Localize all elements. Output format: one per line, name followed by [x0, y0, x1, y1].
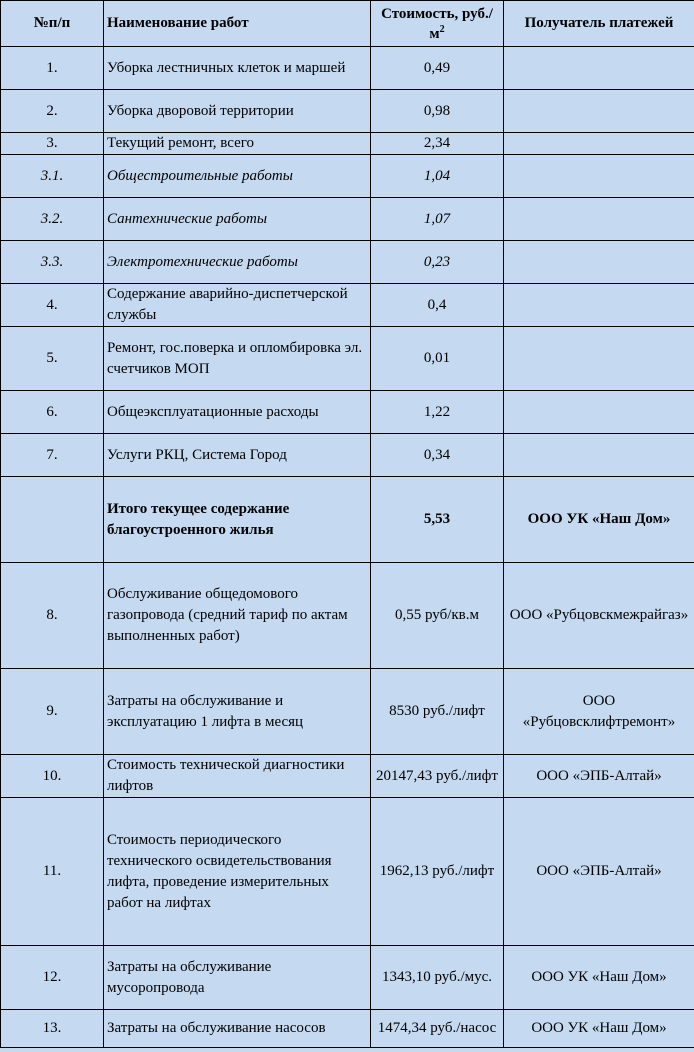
row-cost: 2,34 [371, 133, 504, 155]
row-num: 3.2. [1, 198, 104, 241]
row-cost: 20147,43 руб./лифт [371, 755, 504, 798]
row-name: Затраты на обслуживание и эксплуатацию 1 лифта в месяц [104, 669, 371, 755]
table-row [1, 798, 694, 946]
row-recipient: ООО «Рубцовсклифтремонт» [504, 669, 694, 755]
row-num: 7. [1, 434, 104, 477]
row-cost: 1962,13 руб./лифт [371, 798, 504, 946]
row-name: Ремонт, гос.поверка и опломбировка эл. счетчиков МОП [104, 327, 371, 391]
table-row [1, 755, 694, 798]
row-recipient: ООО УК «Наш Дом» [504, 477, 694, 563]
row-name: Стоимость технической диагностики лифтов [104, 755, 371, 798]
row-cost: 0,23 [371, 241, 504, 284]
table-row [1, 47, 694, 90]
row-cost: 1,04 [371, 155, 504, 198]
header-num: №п/п [1, 1, 104, 47]
row-name: Услуги РКЦ, Система Город [104, 434, 371, 477]
row-recipient [504, 155, 694, 198]
row-num: 3. [1, 133, 104, 155]
row-recipient [504, 434, 694, 477]
row-name: Уборка лестничных клеток и маршей [104, 47, 371, 90]
row-recipient: ООО «Рубцовскмежрайгаз» [504, 563, 694, 669]
row-num: 2. [1, 90, 104, 133]
header-recipient: Получатель платежей [504, 1, 694, 47]
row-cost: 8530 руб./лифт [371, 669, 504, 755]
row-num [1, 477, 104, 563]
row-num: 13. [1, 1010, 104, 1048]
table-row [1, 327, 694, 391]
header-row [1, 1, 694, 47]
row-cost: 1474,34 руб./насос [371, 1010, 504, 1048]
table-row [1, 90, 694, 133]
header-name: Наименование работ [104, 1, 371, 47]
row-cost: 0,4 [371, 284, 504, 327]
row-name: Затраты на обслуживание насосов [104, 1010, 371, 1048]
table-row [1, 155, 694, 198]
row-cost: 5,53 [371, 477, 504, 563]
row-cost: 0,98 [371, 90, 504, 133]
row-name: Общестроительные работы [104, 155, 371, 198]
row-num: 3.1. [1, 155, 104, 198]
table-row [1, 391, 694, 434]
row-num: 10. [1, 755, 104, 798]
row-cost: 0,01 [371, 327, 504, 391]
row-num: 6. [1, 391, 104, 434]
row-name: Содержание аварийно-диспетчерской службы [104, 284, 371, 327]
row-num: 8. [1, 563, 104, 669]
row-num: 12. [1, 946, 104, 1010]
row-name: Стоимость периодического технического освидетельствования лифта, проведение измерительных работ на лифтах [104, 798, 371, 946]
row-num: 11. [1, 798, 104, 946]
table-row [1, 284, 694, 327]
row-recipient: ООО УК «Наш Дом» [504, 1010, 694, 1048]
row-cost: 1,22 [371, 391, 504, 434]
row-recipient [504, 284, 694, 327]
row-recipient: ООО УК «Наш Дом» [504, 946, 694, 1010]
table-row [1, 241, 694, 284]
table-row [1, 669, 694, 755]
row-recipient [504, 241, 694, 284]
row-num: 4. [1, 284, 104, 327]
table-row [1, 563, 694, 669]
table-row [1, 198, 694, 241]
row-cost: 0,34 [371, 434, 504, 477]
row-num: 1. [1, 47, 104, 90]
table-row [1, 946, 694, 1010]
row-recipient [504, 90, 694, 133]
table-row [1, 133, 694, 155]
row-name: Затраты на обслуживание мусоропровода [104, 946, 371, 1010]
row-name: Общеэксплуатационные расходы [104, 391, 371, 434]
row-cost: 0,49 [371, 47, 504, 90]
row-recipient: ООО «ЭПБ-Алтай» [504, 798, 694, 946]
row-num: 3.3. [1, 241, 104, 284]
row-cost: 1343,10 руб./мус. [371, 946, 504, 1010]
table-row [1, 434, 694, 477]
row-cost: 0,55 руб/кв.м [371, 563, 504, 669]
table-row [1, 1010, 694, 1048]
row-name: Сантехнические работы [104, 198, 371, 241]
row-name: Текущий ремонт, всего [104, 133, 371, 155]
row-name: Электротехнические работы [104, 241, 371, 284]
row-num: 5. [1, 327, 104, 391]
row-recipient: ООО «ЭПБ-Алтай» [504, 755, 694, 798]
row-recipient [504, 47, 694, 90]
row-recipient [504, 327, 694, 391]
row-recipient [504, 198, 694, 241]
total-row [1, 477, 694, 563]
row-num: 9. [1, 669, 104, 755]
row-name: Итого текущее содержание благоустроенного жилья [104, 477, 371, 563]
row-name: Уборка дворовой территории [104, 90, 371, 133]
row-recipient [504, 391, 694, 434]
header-cost: Стоимость, $руб./м^2$ [371, 1, 504, 47]
row-recipient [504, 133, 694, 155]
row-cost: 1,07 [371, 198, 504, 241]
row-name: Обслуживание общедомового газопровода (средний тариф по актам выполненных работ) [104, 563, 371, 669]
